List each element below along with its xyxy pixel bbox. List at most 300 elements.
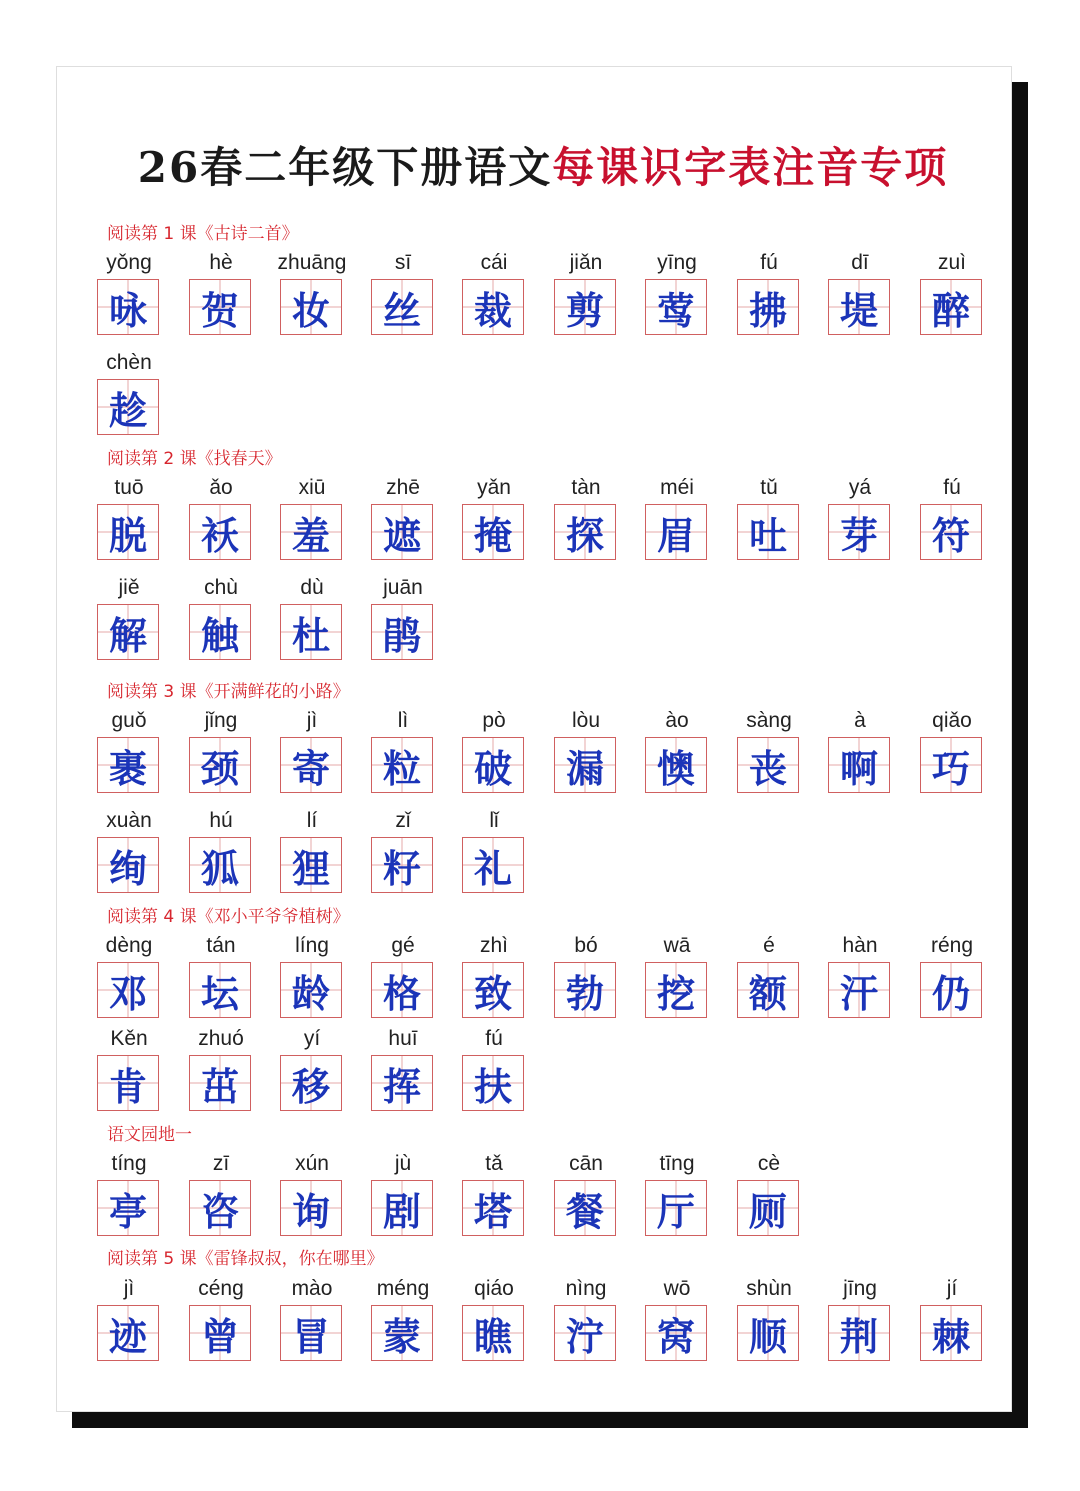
hanzi: 懊	[656, 745, 695, 791]
char-cell	[371, 707, 435, 797]
tian-grid-box	[645, 504, 707, 560]
tian-grid-box	[462, 962, 524, 1018]
tian-grid-box	[462, 504, 524, 560]
char-cell	[371, 1025, 435, 1115]
hanzi: 顺	[748, 1313, 787, 1359]
pinyin: zhuāng	[277, 251, 347, 274]
tian-grid-box	[737, 504, 799, 560]
tian-grid-box	[189, 962, 251, 1018]
hanzi: 勃	[565, 970, 604, 1016]
char-cell	[462, 707, 526, 797]
hanzi: 羞	[291, 512, 330, 558]
pinyin: tíng	[111, 1152, 147, 1175]
tian-grid-box	[737, 1305, 799, 1361]
pinyin: yí	[303, 1027, 321, 1050]
tian-grid-box	[371, 604, 433, 660]
tian-grid-box	[189, 1180, 251, 1236]
char-cell	[189, 1150, 253, 1240]
pinyin: tǎ	[485, 1152, 503, 1175]
char-cell	[189, 932, 253, 1022]
pinyin: zǐ	[395, 809, 411, 832]
tian-grid-box	[280, 1055, 342, 1111]
hanzi: 狐	[200, 845, 239, 891]
tian-grid-box	[920, 279, 982, 335]
char-cell	[280, 1150, 344, 1240]
pinyin: chù	[204, 576, 238, 599]
char-cell	[280, 807, 344, 897]
char-cell	[97, 249, 161, 339]
tian-grid-box	[920, 962, 982, 1018]
lesson-header: 阅读第 3 课《开满鲜花的小路》	[107, 682, 350, 702]
hanzi: 狸	[291, 845, 330, 891]
pinyin: fú	[485, 1027, 503, 1050]
tian-grid-box	[828, 1305, 890, 1361]
char-cell	[737, 249, 801, 339]
pinyin: líng	[295, 934, 329, 957]
pinyin: hè	[209, 251, 233, 274]
char-cell	[737, 932, 801, 1022]
tian-grid-box	[97, 962, 159, 1018]
hanzi: 厕	[748, 1188, 787, 1234]
pinyin: tǔ	[760, 476, 778, 499]
pinyin: wō	[663, 1277, 691, 1300]
hanzi: 裁	[473, 287, 512, 333]
tian-grid-box	[645, 279, 707, 335]
tian-grid-box	[920, 737, 982, 793]
pinyin: xiū	[298, 476, 326, 499]
pinyin: chèn	[106, 351, 152, 374]
pinyin: zhì	[479, 934, 508, 957]
tian-grid-box	[462, 737, 524, 793]
hanzi: 棘	[931, 1313, 970, 1359]
pinyin: zī	[212, 1152, 230, 1175]
pinyin: qiáo	[474, 1277, 514, 1300]
pinyin: é	[763, 934, 775, 957]
hanzi: 吐	[748, 512, 787, 558]
pinyin: bó	[574, 934, 598, 957]
char-cell	[645, 707, 709, 797]
hanzi: 扶	[473, 1063, 512, 1109]
tian-grid-box	[920, 504, 982, 560]
tian-grid-box	[280, 604, 342, 660]
char-cell	[554, 1150, 618, 1240]
pinyin: tīng	[659, 1152, 695, 1175]
pinyin: pò	[482, 709, 506, 732]
hanzi: 礼	[473, 845, 512, 891]
char-cell	[189, 1025, 253, 1115]
hanzi: 脱	[108, 512, 147, 558]
pinyin: lí	[306, 809, 318, 832]
hanzi: 籽	[382, 845, 421, 891]
char-cell	[189, 807, 253, 897]
lesson-header: 阅读第 5 课《雷锋叔叔，你在哪里》	[107, 1249, 384, 1269]
tian-grid-box	[97, 737, 159, 793]
pinyin: dèng	[105, 934, 153, 957]
tian-grid-box	[189, 837, 251, 893]
char-cell	[97, 1025, 161, 1115]
pinyin: sī	[394, 251, 412, 274]
char-cell	[920, 707, 984, 797]
char-cell	[462, 807, 526, 897]
tian-grid-box	[189, 1305, 251, 1361]
pinyin: huī	[388, 1027, 418, 1050]
tian-grid-box	[737, 1180, 799, 1236]
char-cell	[371, 932, 435, 1022]
hanzi: 解	[108, 612, 147, 658]
char-cell	[462, 249, 526, 339]
pinyin: à	[854, 709, 866, 732]
char-cell	[280, 932, 344, 1022]
char-cell	[828, 249, 892, 339]
tian-grid-box	[371, 504, 433, 560]
tian-grid-box	[371, 1055, 433, 1111]
tian-grid-box	[645, 737, 707, 793]
hanzi: 剧	[382, 1188, 421, 1234]
pinyin: fú	[760, 251, 778, 274]
lesson-header: 阅读第 4 课《邓小平爷爷植树》	[107, 907, 350, 927]
tian-grid-box	[280, 1305, 342, 1361]
pinyin: sàng	[746, 709, 792, 732]
pinyin: Kěn	[110, 1027, 148, 1050]
pinyin: lǐ	[489, 809, 499, 832]
page-title	[93, 127, 993, 203]
hanzi: 挖	[656, 970, 695, 1016]
tian-grid-box	[920, 1305, 982, 1361]
tian-grid-box	[462, 1305, 524, 1361]
pinyin: lì	[397, 709, 409, 732]
char-cell	[97, 1150, 161, 1240]
hanzi: 汗	[839, 970, 878, 1016]
pinyin: ǎo	[209, 476, 233, 499]
char-cell	[554, 932, 618, 1022]
char-cell	[97, 1275, 161, 1365]
hanzi: 寄	[291, 745, 330, 791]
char-cell	[189, 574, 253, 664]
char-cell	[280, 707, 344, 797]
hanzi: 额	[748, 970, 787, 1016]
tian-grid-box	[828, 962, 890, 1018]
char-cell	[554, 474, 618, 564]
pinyin: wā	[663, 934, 691, 957]
char-cell	[645, 249, 709, 339]
hanzi: 莺	[656, 287, 695, 333]
tian-grid-box	[462, 279, 524, 335]
hanzi: 询	[291, 1188, 330, 1234]
char-cell	[828, 932, 892, 1022]
hanzi: 鹃	[382, 612, 421, 658]
hanzi: 荆	[839, 1313, 878, 1359]
tian-grid-box	[737, 279, 799, 335]
pinyin: méi	[660, 476, 694, 499]
tian-grid-box	[189, 1055, 251, 1111]
hanzi: 迹	[108, 1313, 147, 1359]
tian-grid-box	[645, 1180, 707, 1236]
char-cell	[97, 807, 161, 897]
tian-grid-box	[554, 737, 616, 793]
tian-grid-box	[554, 1305, 616, 1361]
hanzi: 泞	[565, 1313, 604, 1359]
pinyin: nìng	[565, 1277, 607, 1300]
tian-grid-box	[828, 504, 890, 560]
pinyin: dù	[300, 576, 324, 599]
hanzi: 探	[565, 512, 604, 558]
pinyin: guǒ	[111, 709, 147, 732]
char-cell	[828, 707, 892, 797]
hanzi: 丧	[748, 745, 787, 791]
hanzi: 挥	[382, 1063, 421, 1109]
hanzi: 茁	[200, 1063, 239, 1109]
pinyin: jù	[394, 1152, 412, 1175]
lesson-header: 阅读第 2 课《找春天》	[107, 449, 282, 469]
char-cell	[189, 474, 253, 564]
char-cell	[554, 1275, 618, 1365]
pinyin: zhuó	[198, 1027, 244, 1050]
tian-grid-box	[462, 1055, 524, 1111]
tian-grid-box	[97, 1305, 159, 1361]
pinyin: mào	[291, 1277, 333, 1300]
tian-grid-box	[462, 1180, 524, 1236]
pinyin: zuì	[937, 251, 966, 274]
pinyin: lòu	[571, 709, 601, 732]
char-cell	[645, 1275, 709, 1365]
tian-grid-box	[554, 1180, 616, 1236]
hanzi: 符	[931, 512, 970, 558]
tian-grid-box	[371, 279, 433, 335]
pinyin: hú	[209, 809, 233, 832]
hanzi: 趁	[108, 387, 147, 433]
char-cell	[189, 707, 253, 797]
hanzi: 仍	[931, 970, 970, 1016]
tian-grid-box	[554, 279, 616, 335]
hanzi: 蒙	[382, 1313, 421, 1359]
tian-grid-box	[462, 837, 524, 893]
char-cell	[280, 574, 344, 664]
pinyin: tán	[206, 934, 236, 957]
char-cell	[277, 249, 347, 339]
pinyin: gé	[391, 934, 415, 957]
hanzi: 厅	[656, 1188, 695, 1234]
hanzi: 遮	[382, 512, 421, 558]
pinyin: qiǎo	[932, 709, 972, 732]
worksheet	[56, 66, 1012, 1412]
pinyin: réng	[930, 934, 974, 957]
char-cell	[462, 474, 526, 564]
char-cell	[189, 1275, 253, 1365]
tian-grid-box	[280, 1180, 342, 1236]
tian-grid-box	[371, 837, 433, 893]
pinyin: cè	[757, 1152, 781, 1175]
tian-grid-box	[189, 737, 251, 793]
hanzi: 窝	[656, 1313, 695, 1359]
pinyin: dī	[851, 251, 869, 274]
hanzi: 醉	[931, 287, 970, 333]
hanzi: 袄	[200, 512, 239, 558]
char-cell	[920, 474, 984, 564]
char-cell	[97, 707, 161, 797]
hanzi: 巧	[931, 745, 970, 791]
tian-grid-box	[280, 962, 342, 1018]
hanzi: 亭	[108, 1188, 147, 1234]
tian-grid-box	[97, 279, 159, 335]
char-cell	[920, 249, 984, 339]
tian-grid-box	[97, 1055, 159, 1111]
tian-grid-box	[828, 737, 890, 793]
pinyin: cān	[569, 1152, 603, 1175]
hanzi: 冒	[291, 1313, 330, 1359]
pinyin: xuàn	[106, 809, 152, 832]
tian-grid-box	[737, 737, 799, 793]
tian-grid-box	[280, 279, 342, 335]
tian-grid-box	[554, 504, 616, 560]
hanzi: 破	[473, 745, 512, 791]
char-cell	[645, 932, 709, 1022]
hanzi: 眉	[656, 512, 695, 558]
pinyin: jì	[123, 1277, 135, 1300]
tian-grid-box	[554, 962, 616, 1018]
hanzi: 龄	[291, 970, 330, 1016]
char-cell	[371, 574, 435, 664]
hanzi: 杜	[291, 612, 330, 658]
hanzi: 餐	[565, 1188, 604, 1234]
char-cell	[280, 1275, 344, 1365]
char-cell	[920, 1275, 984, 1365]
tian-grid-box	[645, 962, 707, 1018]
hanzi: 塔	[473, 1188, 512, 1234]
pinyin: jǐng	[204, 709, 238, 732]
pinyin: shùn	[746, 1277, 792, 1300]
char-cell	[371, 1150, 435, 1240]
char-cell	[462, 932, 526, 1022]
char-cell	[554, 707, 618, 797]
tian-grid-box	[280, 837, 342, 893]
lesson-header: 语文园地一	[107, 1125, 192, 1145]
pinyin: yǎn	[477, 476, 511, 499]
pinyin: méng	[376, 1277, 430, 1300]
pinyin: jīng	[843, 1277, 877, 1300]
hanzi: 瞧	[473, 1313, 512, 1359]
char-cell	[97, 474, 161, 564]
char-cell	[280, 1025, 344, 1115]
pinyin: jiě	[118, 576, 140, 599]
char-cell	[371, 1275, 435, 1365]
hanzi: 漏	[565, 745, 604, 791]
hanzi: 坛	[200, 970, 239, 1016]
char-cell	[97, 349, 161, 439]
pinyin: fú	[943, 476, 961, 499]
char-cell	[737, 1275, 801, 1365]
char-cell	[554, 249, 618, 339]
hanzi: 咏	[108, 287, 147, 333]
char-cell	[645, 474, 709, 564]
char-cell	[920, 932, 984, 1022]
hanzi: 格	[382, 970, 421, 1016]
hanzi: 颈	[200, 745, 239, 791]
pinyin: jí	[946, 1277, 958, 1300]
tian-grid-box	[645, 1305, 707, 1361]
tian-grid-box	[280, 504, 342, 560]
char-cell	[280, 474, 344, 564]
hanzi: 剪	[565, 287, 604, 333]
tian-grid-box	[97, 379, 159, 435]
tian-grid-box	[371, 1180, 433, 1236]
char-cell	[371, 249, 435, 339]
hanzi: 移	[291, 1063, 330, 1109]
tian-grid-box	[97, 604, 159, 660]
hanzi: 粒	[382, 745, 421, 791]
hanzi: 贺	[200, 287, 239, 333]
title-black-part: 26春二年级下册语文	[137, 143, 553, 192]
pinyin: zhē	[386, 476, 420, 499]
char-cell	[462, 1025, 526, 1115]
hanzi: 裹	[108, 745, 147, 791]
tian-grid-box	[189, 279, 251, 335]
hanzi: 拂	[748, 287, 787, 333]
lesson-header: 阅读第 1 课《古诗二首》	[107, 224, 299, 244]
hanzi: 丝	[382, 287, 421, 333]
hanzi: 邓	[108, 970, 147, 1016]
tian-grid-box	[189, 504, 251, 560]
char-cell	[737, 707, 801, 797]
tian-grid-box	[371, 1305, 433, 1361]
hanzi: 肯	[108, 1063, 147, 1109]
hanzi: 致	[473, 970, 512, 1016]
pinyin: jiǎn	[569, 251, 603, 274]
char-cell	[371, 474, 435, 564]
tian-grid-box	[371, 737, 433, 793]
pinyin: yǒng	[106, 251, 152, 274]
tian-grid-box	[189, 604, 251, 660]
title-red-part: 每课识字表注音专项	[552, 143, 949, 192]
pinyin: céng	[198, 1277, 244, 1300]
hanzi: 堤	[839, 287, 878, 333]
char-cell	[189, 249, 253, 339]
pinyin: jì	[306, 709, 318, 732]
hanzi: 绚	[108, 845, 147, 891]
char-cell	[371, 807, 435, 897]
pinyin: tàn	[571, 476, 601, 499]
char-cell	[737, 474, 801, 564]
tian-grid-box	[280, 737, 342, 793]
tian-grid-box	[371, 962, 433, 1018]
hanzi: 曾	[200, 1313, 239, 1359]
pinyin: tuō	[114, 476, 144, 499]
tian-grid-box	[828, 279, 890, 335]
char-cell	[828, 474, 892, 564]
char-cell	[737, 1150, 801, 1240]
hanzi: 掩	[473, 512, 512, 558]
char-cell	[645, 1150, 709, 1240]
pinyin: hàn	[842, 934, 878, 957]
tian-grid-box	[97, 1180, 159, 1236]
char-cell	[462, 1275, 526, 1365]
pinyin: ào	[665, 709, 689, 732]
hanzi: 芽	[839, 512, 878, 558]
pinyin: xún	[295, 1152, 329, 1175]
tian-grid-box	[97, 504, 159, 560]
char-cell	[828, 1275, 892, 1365]
char-cell	[97, 574, 161, 664]
tian-grid-box	[737, 962, 799, 1018]
tian-grid-box	[97, 837, 159, 893]
char-cell	[97, 932, 161, 1022]
pinyin: juān	[383, 576, 423, 599]
pinyin: cái	[480, 251, 508, 274]
pinyin: yīng	[657, 251, 697, 274]
hanzi: 妆	[291, 287, 330, 333]
hanzi: 咨	[200, 1188, 239, 1234]
hanzi: 啊	[839, 745, 878, 791]
pinyin: yá	[848, 476, 872, 499]
